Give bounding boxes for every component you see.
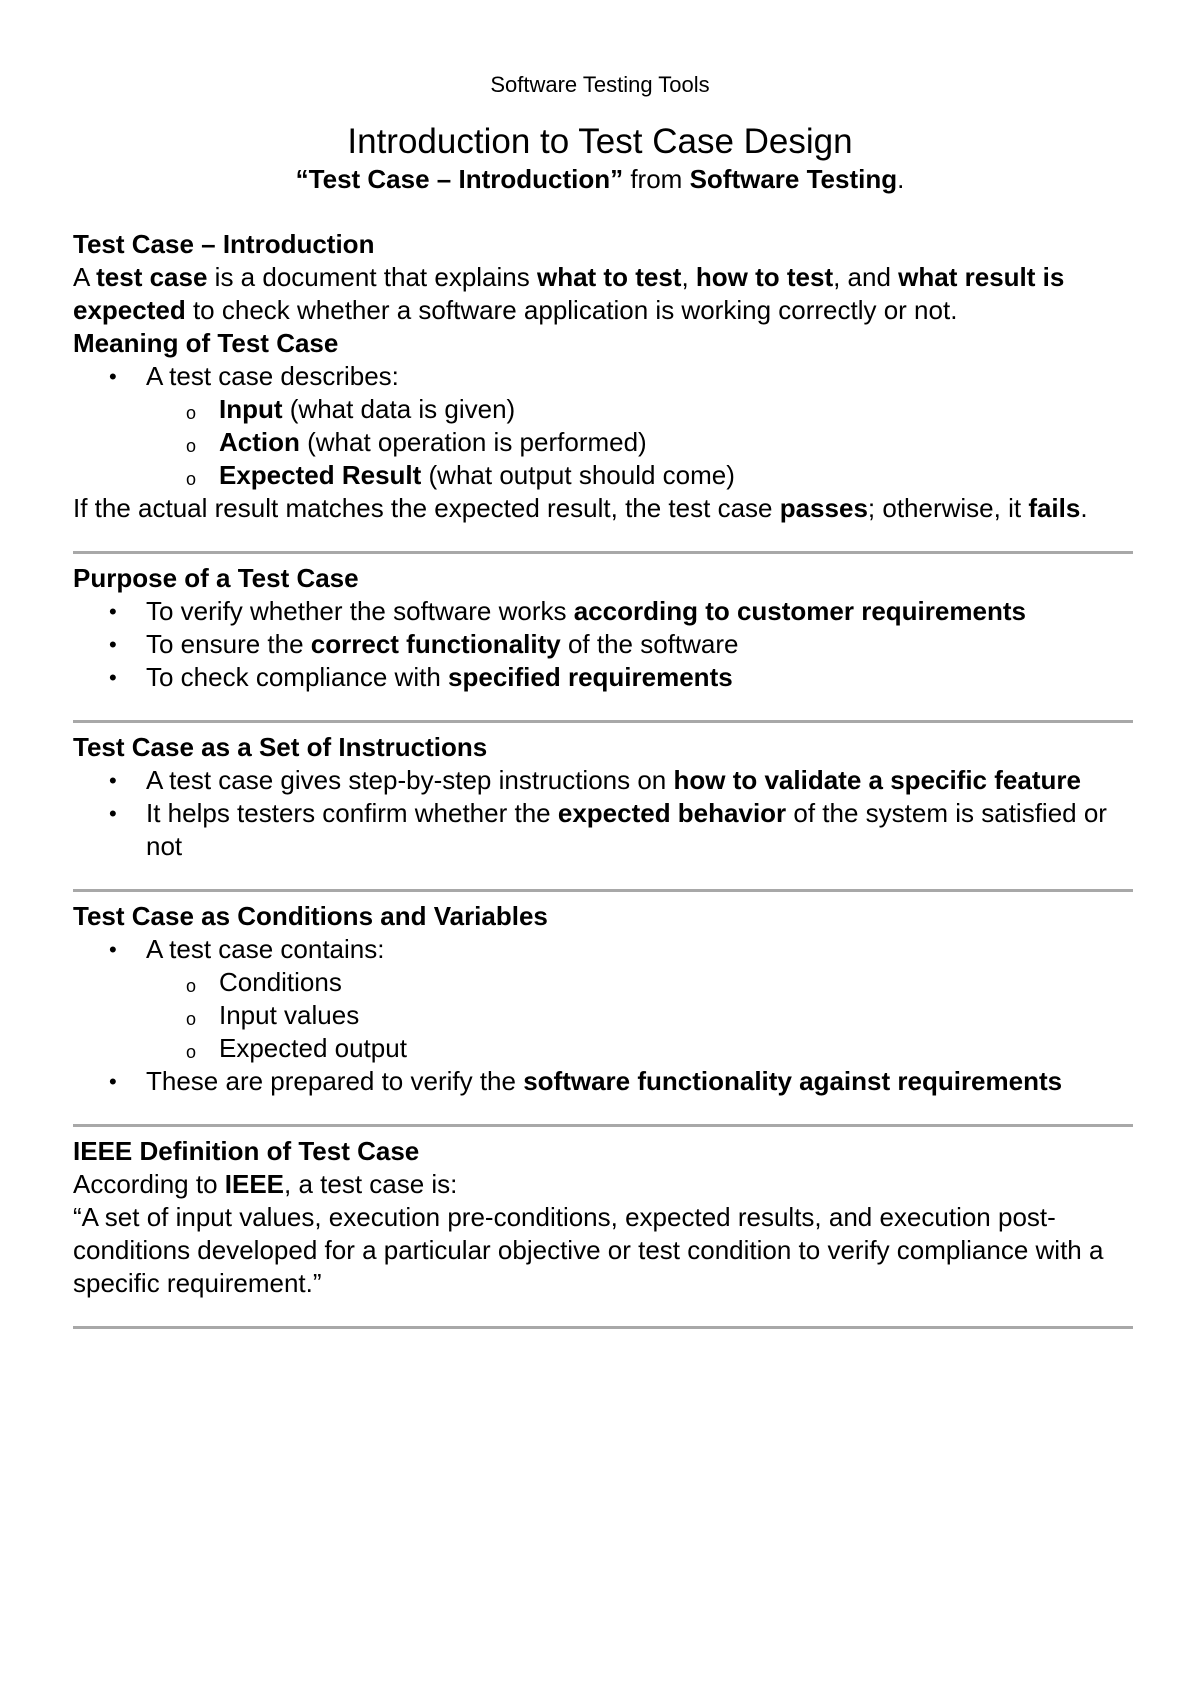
sub-bullet-list: [73, 966, 1133, 1065]
text-run: To ensure the: [146, 629, 311, 659]
horizontal-rule: [73, 1124, 1133, 1127]
list-item: [73, 661, 1133, 694]
bullet-icon: •: [109, 599, 117, 624]
section-introduction: [73, 228, 1133, 525]
bold-run: what result is expected: [73, 262, 1065, 325]
bullet-list: [73, 1065, 1133, 1098]
bold-run: how to test: [695, 262, 834, 292]
text-run: A test case gives step-by-step instructions on: [146, 765, 674, 795]
sub-bullet-list: [73, 393, 1133, 492]
section-heading: Test Case – Introduction: [73, 229, 375, 259]
text-run: Input values: [219, 1000, 360, 1030]
text-run: According to: [73, 1169, 225, 1199]
bold-run: how to validate a specific feature: [673, 765, 1081, 795]
horizontal-rule: [73, 720, 1133, 723]
ieee-quote: “A set of input values, execution pre-conditions, expected results, and execution post-conditions developed for a particular objective or test condition to verify compliance with a specific requirement.”: [73, 1202, 1104, 1298]
sub-bullet-icon: o: [186, 1009, 197, 1029]
bold-run: Action: [219, 427, 300, 457]
section-instructions: [73, 731, 1133, 863]
document-body: [73, 228, 1133, 1337]
sub-bullet-icon: o: [186, 976, 197, 996]
sub-bullet-icon: o: [186, 1042, 197, 1062]
text-run: (what operation is performed): [299, 427, 647, 457]
section-ieee-definition: [73, 1135, 1133, 1300]
text-run: (what output should come): [421, 460, 735, 490]
section-purpose: [73, 562, 1133, 694]
bullet-icon: •: [109, 632, 117, 657]
bullet-list: [73, 360, 1133, 393]
bold-run: according to customer requirements: [573, 596, 1026, 626]
text-run: to check whether a software application is working correctly or not.: [185, 295, 958, 325]
section-heading: IEEE Definition of Test Case: [73, 1136, 420, 1166]
list-item: [73, 360, 1133, 393]
text-run: To check compliance with: [146, 662, 449, 692]
text-run: Expected output: [219, 1033, 407, 1063]
horizontal-rule: [73, 889, 1133, 892]
sub-bullet-icon: o: [186, 403, 197, 423]
section-heading: Meaning of Test Case: [73, 328, 339, 358]
bold-run: test case: [96, 262, 208, 292]
bold-run: specified requirements: [448, 662, 733, 692]
list-item: [73, 595, 1133, 628]
horizontal-rule: [73, 551, 1133, 554]
bold-run: IEEE: [224, 1169, 284, 1199]
bold-run: fails: [1028, 493, 1081, 523]
bullet-icon: •: [109, 801, 117, 826]
bullet-icon: •: [109, 364, 117, 389]
bullet-icon: •: [109, 665, 117, 690]
subtitle-end: .: [897, 164, 905, 194]
list-item-text: A test case describes:: [146, 361, 399, 391]
list-item: [73, 764, 1133, 797]
subtitle-from: from: [623, 164, 690, 194]
list-item: [73, 1065, 1133, 1098]
bullet-list: [73, 595, 1133, 694]
sub-list-item: [73, 459, 1133, 492]
bullet-icon: •: [109, 768, 117, 793]
bullet-icon: •: [109, 1069, 117, 1094]
ieee-line: [73, 1168, 1133, 1201]
bold-run: what to test: [536, 262, 682, 292]
list-item-text: A test case contains:: [146, 934, 385, 964]
list-item: [73, 628, 1133, 661]
sub-bullet-icon: o: [186, 469, 197, 489]
text-run: To verify whether the software works: [146, 596, 574, 626]
text-run: ,: [681, 262, 696, 292]
page-title: Introduction to Test Case Design: [347, 122, 853, 161]
bullet-icon: •: [109, 937, 117, 962]
list-item: [73, 933, 1133, 966]
sub-list-item: [73, 1032, 1133, 1065]
intro-paragraph: [73, 261, 1133, 327]
text-run: ; otherwise, it: [867, 493, 1029, 523]
subtitle-source: Software Testing: [689, 164, 898, 194]
page-subtitle: [0, 162, 1200, 196]
sub-bullet-icon: o: [186, 436, 197, 456]
text-run: of the system is satisfied or not: [146, 798, 1107, 861]
subtitle-quote: “Test Case – Introduction”: [295, 164, 624, 194]
section-conditions: [73, 900, 1133, 1098]
text-run: These are prepared to verify the: [146, 1066, 524, 1096]
text-run: , a test case is:: [284, 1169, 458, 1199]
sub-list-item: [73, 426, 1133, 459]
text-run: is a document that explains: [207, 262, 537, 292]
text-run: .: [1080, 493, 1088, 523]
sub-list-item: [73, 393, 1133, 426]
running-header: Software Testing Tools: [490, 72, 710, 97]
result-paragraph: [73, 492, 1133, 525]
bold-run: passes: [779, 493, 868, 523]
bold-run: Input: [219, 394, 283, 424]
bold-run: correct functionality: [310, 629, 561, 659]
text-run: Conditions: [219, 967, 342, 997]
text-run: (what data is given): [282, 394, 516, 424]
text-run: It helps testers confirm whether the: [146, 798, 558, 828]
text-run: of the software: [560, 629, 739, 659]
bold-run: Expected Result: [219, 460, 422, 490]
section-heading: Test Case as a Set of Instructions: [73, 732, 488, 762]
sub-list-item: [73, 999, 1133, 1032]
bold-run: software functionality against requirements: [523, 1066, 1063, 1096]
bullet-list: [73, 764, 1133, 863]
section-heading: Test Case as Conditions and Variables: [73, 901, 548, 931]
horizontal-rule: [73, 1326, 1133, 1329]
section-heading: Purpose of a Test Case: [73, 563, 359, 593]
text-run: A: [73, 262, 97, 292]
bold-run: expected behavior: [557, 798, 787, 828]
sub-list-item: [73, 966, 1133, 999]
text-run: If the actual result matches the expected result, the test case: [73, 493, 780, 523]
bullet-list: [73, 933, 1133, 966]
text-run: , and: [833, 262, 899, 292]
list-item: [73, 797, 1133, 863]
